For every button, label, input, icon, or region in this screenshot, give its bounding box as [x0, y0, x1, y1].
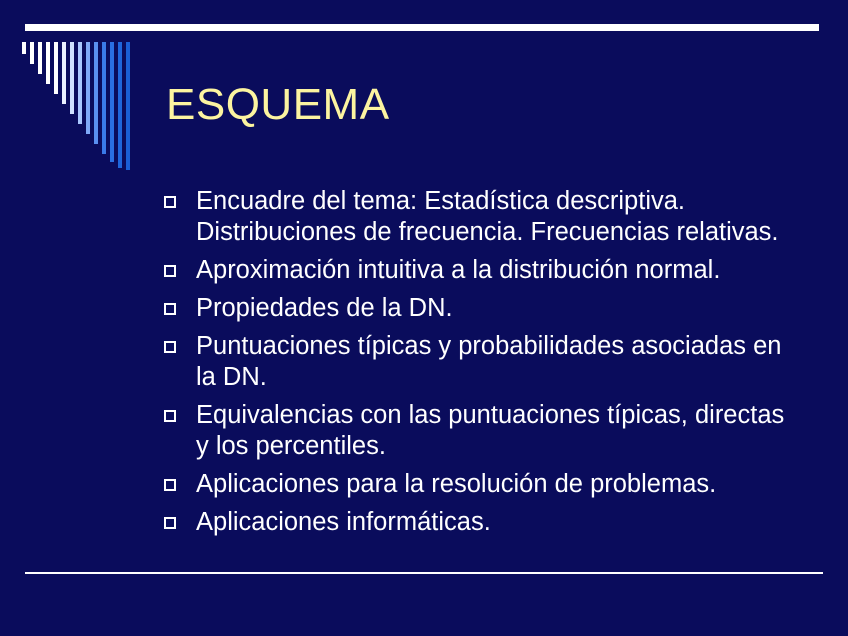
square-bullet-icon — [164, 479, 176, 491]
list-item — [163, 331, 803, 393]
list-item — [163, 469, 803, 500]
list-item-text: Aplicaciones para la resolución de problemas. — [196, 470, 717, 498]
square-bullet-icon — [164, 341, 176, 353]
list-item-text: Encuadre del tema: Estadística descriptiva. Distribuciones de frecuencia. Frecuencias relativas. — [196, 187, 779, 246]
list-item-text: Aproximación intuitiva a la distribución normal. — [196, 256, 721, 284]
top-divider — [25, 24, 819, 31]
list-item-text: Aplicaciones informáticas. — [196, 508, 491, 536]
bottom-divider — [25, 572, 823, 574]
decorative-stripes — [22, 42, 142, 172]
slide-title: ESQUEMA — [166, 80, 390, 129]
list-item-text: Propiedades de la DN. — [196, 294, 453, 322]
list-item — [163, 255, 803, 286]
bullet-list — [163, 186, 803, 545]
square-bullet-icon — [164, 303, 176, 315]
list-item — [163, 507, 803, 538]
square-bullet-icon — [164, 265, 176, 277]
square-bullet-icon — [164, 196, 176, 208]
square-bullet-icon — [164, 410, 176, 422]
list-item-text: Equivalencias con las puntuaciones típicas, directas y los percentiles. — [196, 401, 785, 460]
list-item — [163, 293, 803, 324]
list-item — [163, 186, 803, 248]
list-item-text: Puntuaciones típicas y probabilidades asociadas en la DN. — [196, 332, 782, 391]
square-bullet-icon — [164, 517, 176, 529]
list-item — [163, 400, 803, 462]
